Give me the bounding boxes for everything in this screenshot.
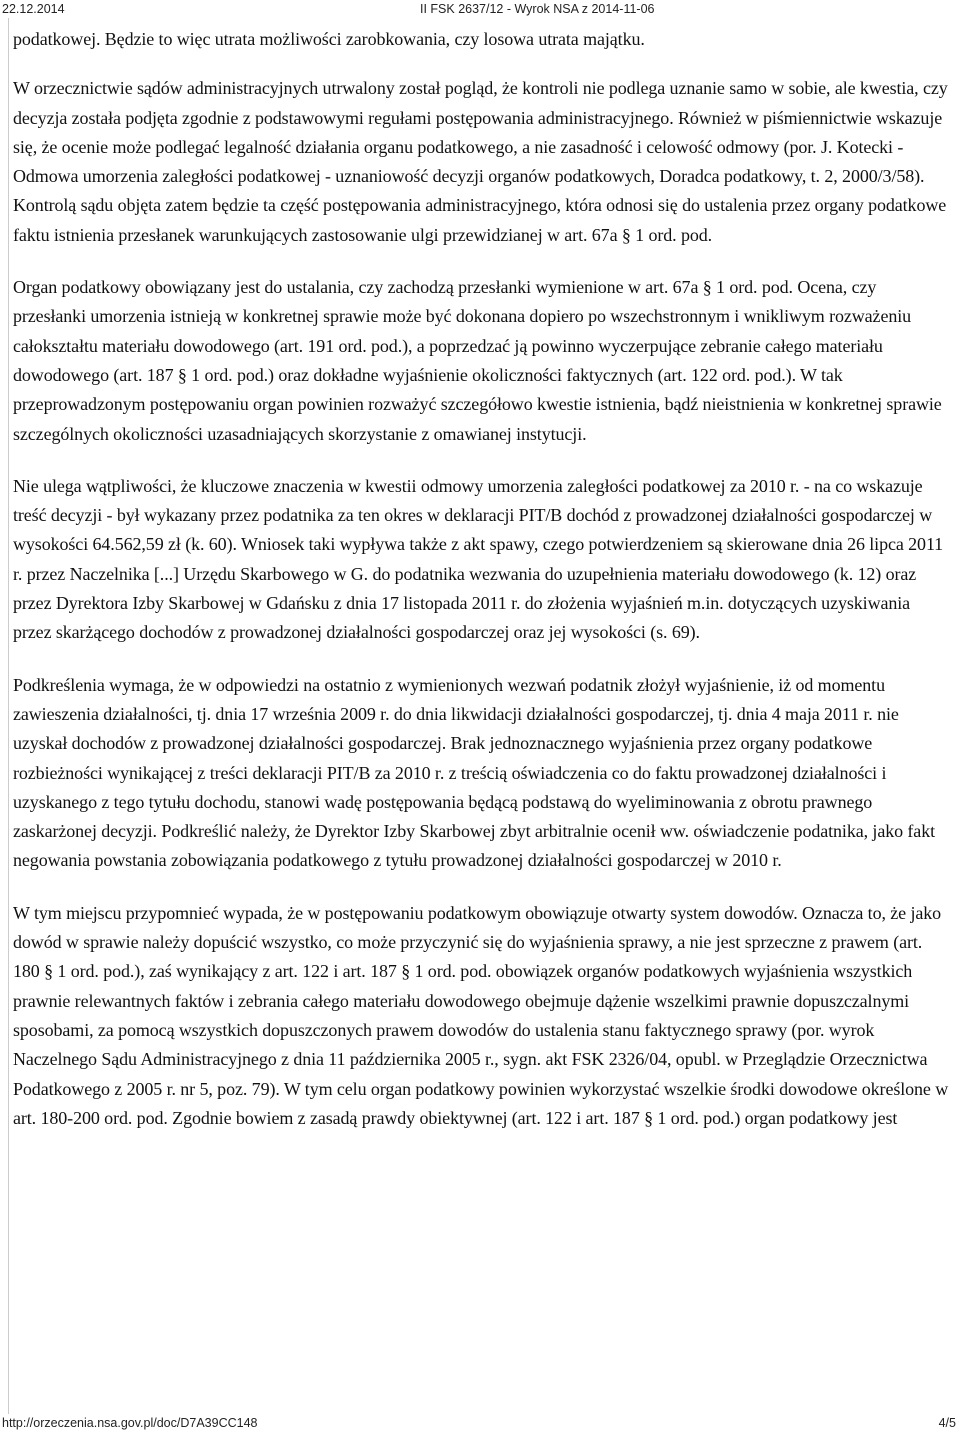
document-body <box>8 18 952 1414</box>
paragraph: W orzecznictwie sądów administracyjnych utrwalony został pogląd, że kontroli nie podlega uznanie samo w sobie, ale kwestia, czy decyzja została podjęta zgodnie z podstawowymi regułami postępowania administracyjnego. Również w piśmiennictwie wskazuje się, że ocenie może podlegać legalność działania organu podatkowego, a nie zasadność i celowość odmowy (por. J. Kotecki - Odmowa umorzenia zaległości podatkowej - uznaniowość decyzji organów podatkowych, Doradca podatkowy, t. 2, 2000/3/58). Kontrolą sądu objęta zatem będzie ta część postępowania administracyjnego, która odnosi się do ustalenia przez organy podatkowe faktu istnienia przesłanek warunkujących zastosowanie ulgi przewidzianej w art. 67a § 1 ord. pod. <box>13 78 948 245</box>
paragraph: Nie ulega wątpliwości, że kluczowe znaczenia w kwestii odmowy umorzenia zaległości podatkowej za 2010 r. - na co wskazuje treść decyzji - był wykazany przez podatnika za ten okres w deklaracji PIT/B dochód z prowadzonej działalności gospodarczej w wysokości 64.562,59 zł (k. 60). Wniosek taki wypływa także z akt spawy, czego potwierdzeniem są skierowane dnia 26 lipca 2011 r. przez Naczelnika [...] Urzędu Skarbowego w G. do podatnika wezwania do uzupełnienia materiału dowodowego (k. 12) oraz przez Dyrektora Izby Skarbowej w Gdańsku z dnia 17 listopada 2011 r. do złożenia wyjaśnień m.in. dotyczących uzyskiwania przez skarżącego dochodów z prowadzonej działalności gospodarczej oraz jej wysokości (s. 69). <box>13 475 944 643</box>
document-title: II FSK 2637/12 - Wyrok NSA z 2014-11-06 <box>420 2 655 16</box>
print-footer <box>0 1413 960 1433</box>
print-header <box>0 0 960 20</box>
paragraph: Podkreślenia wymaga, że w odpowiedzi na ostatnio z wymienionych wezwań podatnik złożył wyjaśnienie, iż od momentu zawieszenia działalności, tj. dnia 17 września 2009 r. do dnia likwidacji działalności gospodarczej, tj. dnia 4 maja 2011 r. nie uzyskał dochodów z prowadzonej działalności gospodarczej. Brak jednoznacznego wyjaśnienia przez organy podatkowe rozbieżności wynikającej z treści deklaracji PIT/B za 2010 r. z treścią oświadczenia co do faktu prowadzonej działalności i uzyskanego z tego tytułu dochodu, stanowi wadę postępowania będącą podstawą do wyeliminowania z obrotu prawnego zaskarżonej decyzji. Podkreślić należy, że Dyrektor Izby Skarbowej zbyt arbitralnie ocenił ww. oświadczenie podatnika, jako fakt negowania powstania zobowiązania podatkowego z tytułu prowadzonej działalności gospodarczej w 2010 r. <box>13 674 935 871</box>
page-number: 4/5 <box>938 1416 956 1430</box>
paragraph: W tym miejscu przypomnieć wypada, że w postępowaniu podatkowym obowiązuje otwarty system dowodów. Oznacza to, że jako dowód w sprawie należy dopuścić wszystko, co może przyczynić się do wyjaśnienia sprawy, a nie jest sprzeczne z prawem (art. 180 § 1 ord. pod.), zaś wynikający z art. 122 i art. 187 § 1 ord. pod. obowiązek organów podatkowych wyjaśnienia wszystkich prawnie relewantnych faktów i zebrania całego materiału dowodowego obejmuje dążenie wszelkimi prawnie dopuszczalnymi sposobami, za pomocą wszystkich dopuszczonych prawem dowodów do ustalenia stanu faktycznego sprawy (por. wyrok Naczelnego Sądu Administracyjnego z dnia 11 października 2005 r., sygn. akt FSK 2326/04, opubl. w Przeglądzie Orzecznictwa Podatkowego z 2005 r. nr 5, poz. 79). W tym celu organ podatkowy powinien wykorzystać wszelkie środki dowodowe określone w art. 180-200 ord. pod. Zgodnie bowiem z zasadą prawdy obiektywnej (art. 122 i art. 187 § 1 ord. pod.) organ podatkowy jest <box>13 902 949 1128</box>
print-date: 22.12.2014 <box>2 2 65 16</box>
source-url: http://orzeczenia.nsa.gov.pl/doc/D7A39CC148 <box>2 1416 258 1430</box>
paragraph: podatkowej. Będzie to więc utrata możliwości zarobkowania, czy losowa utrata majątku. <box>13 29 645 49</box>
paragraph: Organ podatkowy obowiązany jest do ustalania, czy zachodzą przesłanki wymienione w art. 67a § 1 ord. pod. Ocena, czy przesłanki umorzenia istnieją w konkretnej sprawie może być dokonana dopiero po wszechstronnym i wnikliwym rozważeniu całokształtu materiału dowodowego (art. 191 ord. pod.), a poprzedzać ją powinno wyczerpujące zebranie całego materiału dowodowego (art. 187 § 1 ord. pod.) oraz dokładne wyjaśnienie okoliczności faktycznych (art. 122 ord. pod.). W tak przeprowadzonym postępowaniu organ powinien rozważyć szczegółowo kwestie istnienia, bądź nieistnienia w konkretnej sprawie szczególnych okoliczności uzasadniających skorzystanie z omawianej instytucji. <box>13 277 942 444</box>
